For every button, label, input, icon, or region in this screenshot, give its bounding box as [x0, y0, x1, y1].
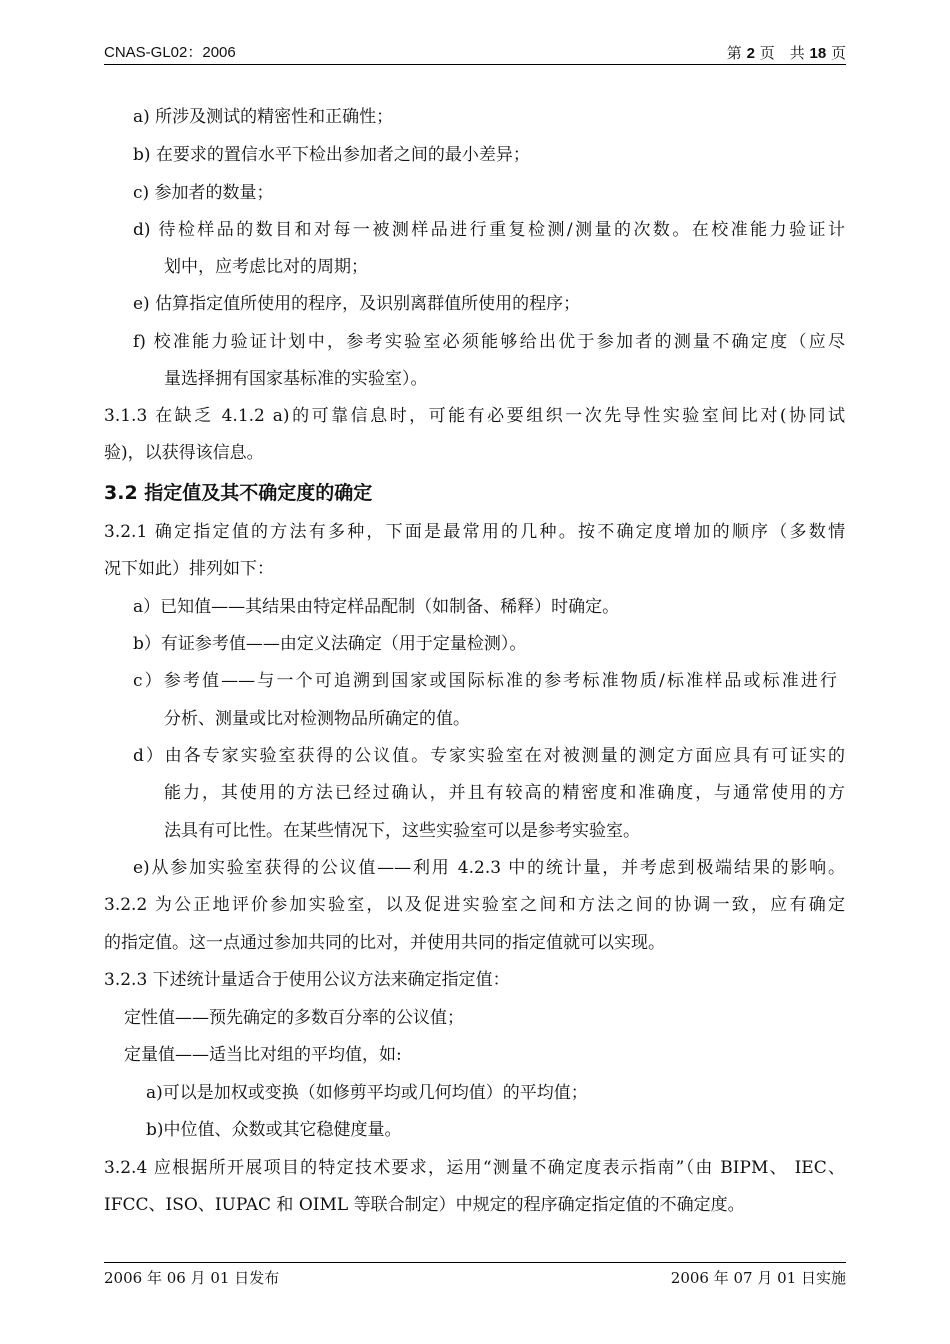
list-item: b)中位值、众数或其它稳健度量。 [146, 1120, 402, 1140]
list-item-continuation: 分析、测量或比对检测物品所确定的值。 [164, 709, 470, 729]
page-header [104, 42, 846, 65]
list-item: b) 在要求的置信水平下检出参加者之间的最小差异； [133, 145, 530, 165]
list-item: a）已知值——其结果由特定样品配制（如制备、稀释）时确定。 [133, 597, 620, 617]
paragraph-line: 3.2.1 确定指定值的方法有多种，下面是最常用的几种。按不确定度增加的顺序（多数情 [104, 522, 845, 542]
list-item-continuation: 划中，应考虑比对的周期； [164, 257, 368, 277]
list-item: a)可以是加权或变换（如修剪平均或几何均值）的平均值； [146, 1083, 588, 1103]
effective-date: 2006 年 07 月 01 日实施 [670, 1269, 846, 1287]
paragraph-line: 验)，以获得该信息。 [104, 443, 264, 463]
page-number: 第 2 页 共 18 页 [726, 44, 846, 62]
list-item: d）由各专家实验室获得的公议值。专家实验室在对被测量的测定方面应具有可证实的 [133, 746, 845, 766]
list-item: 定性值——预先确定的多数百分率的公议值； [124, 1008, 464, 1028]
paragraph-line: 3.2.4 应根据所开展项目的特定技术要求，运用“测量不确定度表示指南”（由 BIPM、 IEC、 [104, 1158, 845, 1178]
list-item: a) 所涉及测试的精密性和正确性； [133, 107, 394, 127]
list-item: 定量值——适当比对组的平均值，如: [124, 1045, 402, 1065]
list-item: e) 估算指定值所使用的程序，及识别离群值所使用的程序； [133, 294, 581, 314]
list-item: f) 校准能力验证计划中，参考实验室必须能够给出优于参加者的测量不确定度（应尽 [133, 332, 845, 352]
list-item: c）参考值——与一个可追溯到国家或国际标准的参考标准物质/标准样品或标准进行 [133, 671, 837, 691]
paragraph-line: 的指定值。这一点通过参加共同的比对，并使用共同的指定值就可以实现。 [104, 933, 665, 953]
list-item-continuation: 能力，其使用的方法已经过确认，并且有较高的精密度和准确度，与通常使用的方 [164, 783, 845, 803]
paragraph-line: 况下如此）排列如下： [104, 559, 274, 579]
list-item: b）有证参考值——由定义法确定（用于定量检测）。 [133, 634, 527, 654]
document-id: CNAS-GL02：2006 [104, 44, 236, 61]
section-heading: 3.2 指定值及其不确定度的确定 [104, 482, 373, 504]
paragraph-line: IFCC、ISO、IUPAC 和 OIML 等联合制定）中规定的程序确定指定值的不确定度。 [104, 1195, 745, 1215]
paragraph-line: 3.2.3 下述统计量适合于使用公议方法来确定指定值： [104, 970, 510, 990]
list-item: d) 待检样品的数目和对每一被测样品进行重复检测/测量的次数。在校准能力验证计 [133, 220, 845, 240]
paragraph-line: 3.1.3 在缺乏 4.1.2 a)的可靠信息时，可能有必要组织一次先导性实验室间比对(协同试 [104, 406, 845, 426]
page-footer [104, 1262, 846, 1289]
issue-date: 2006 年 06 月 01 日发布 [104, 1269, 280, 1287]
list-item: c) 参加者的数量； [133, 183, 274, 203]
list-item-continuation: 法具有可比性。在某些情况下，这些实验室可以是参考实验室。 [164, 821, 640, 841]
paragraph-line: 3.2.2 为公正地评价参加实验室，以及促进实验室之间和方法之间的协调一致，应有确定 [104, 895, 845, 915]
list-item-continuation: 量选择拥有国家基标准的实验室）。 [164, 369, 428, 389]
list-item: e)从参加实验室获得的公议值——利用 4.2.3 中的统计量，并考虑到极端结果的影响。 [133, 858, 845, 878]
